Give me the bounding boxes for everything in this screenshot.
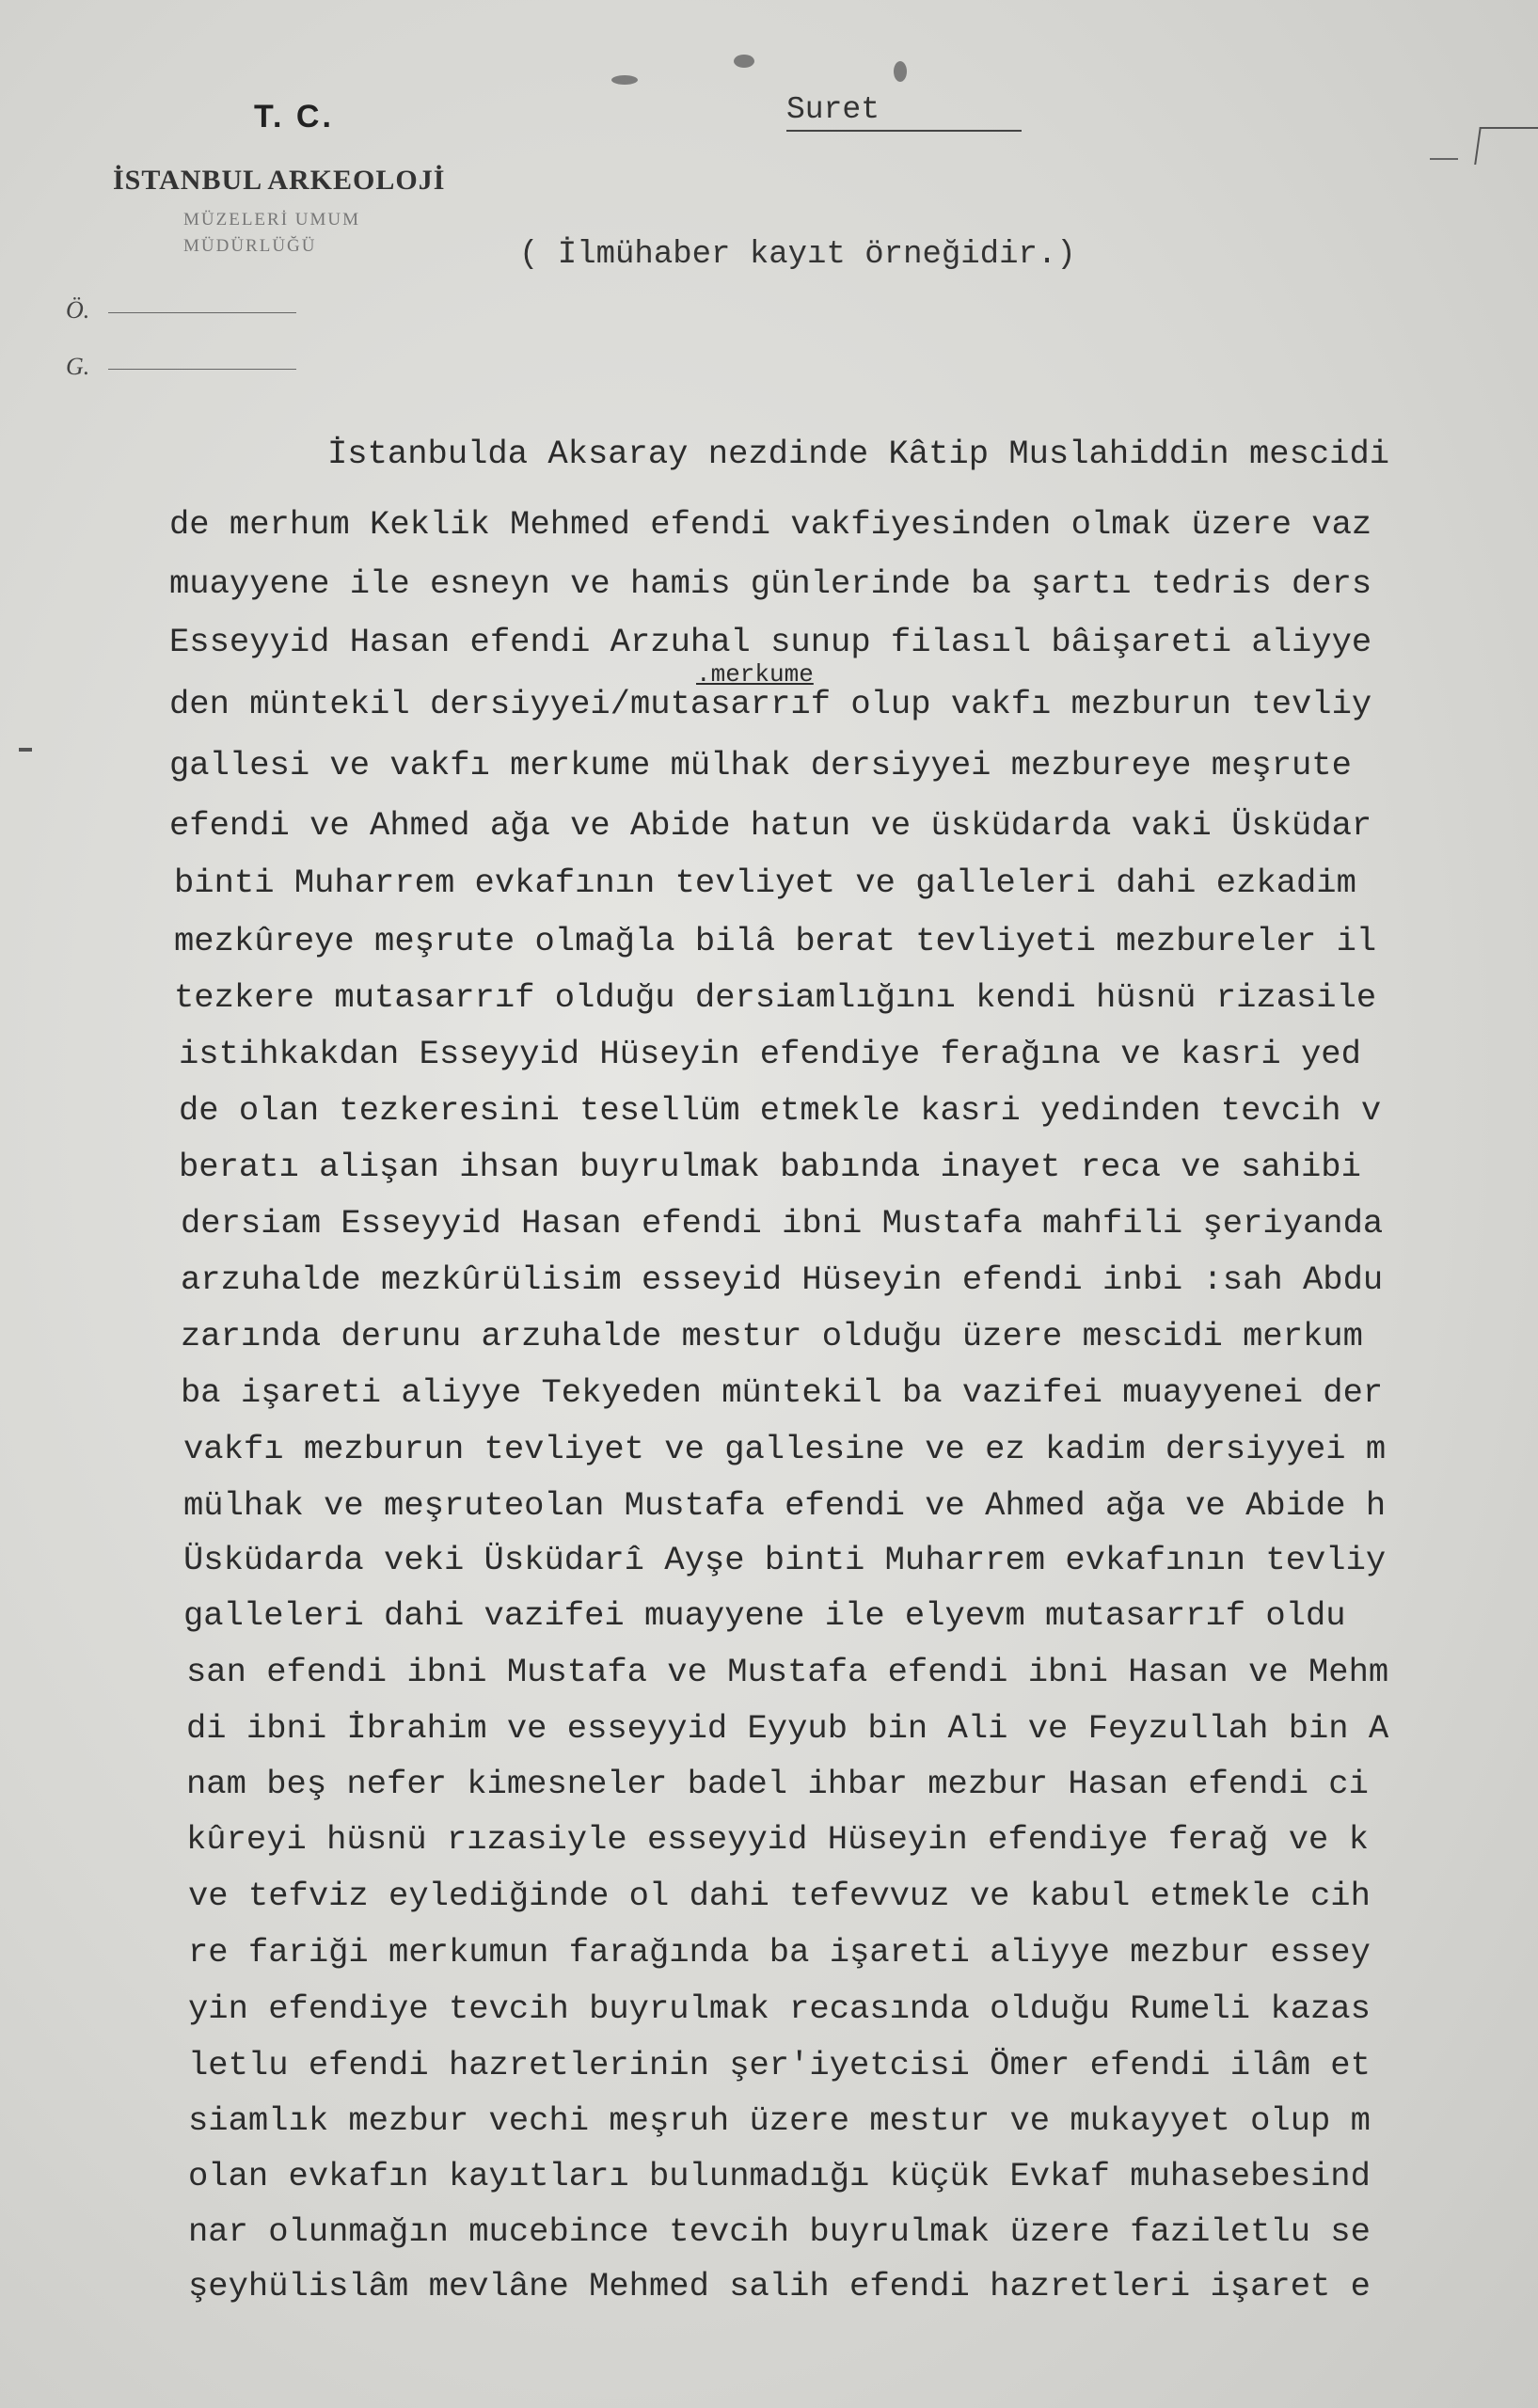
body-line: ve tefviz eylediğinde ol dahi tefevvuz ve kabul etmekle cih: [188, 1877, 1371, 1915]
body-line: muayyene ile esneyn ve hamis günlerinde ba şartı tedris ders: [169, 564, 1372, 603]
body-line: ba işareti aliyye Tekyeden müntekil ba vazifei muayyenei der: [181, 1373, 1384, 1412]
document-note: ( İlmühaber kayıt örneğidir.): [519, 237, 1076, 273]
body-line: İstanbulda Aksaray nezdinde Kâtip Muslahiddin mescidi: [327, 435, 1390, 473]
letterhead-org-line2: MÜZELERİ UMUM: [183, 210, 361, 230]
margin-mark: [1430, 158, 1458, 160]
body-line: san efendi ibni Mustafa ve Mustafa efendi ibni Hasan ve Mehm: [186, 1653, 1389, 1691]
body-line: şeyhülislâm mevlâne Mehmed salih efendi hazretleri işaret e: [188, 2267, 1371, 2305]
ref-g-label: G.: [66, 353, 90, 380]
body-line: gallesi ve vakfı merkume mülhak dersiyyei mezbureye meşrute: [169, 746, 1352, 784]
body-line: de merhum Keklik Mehmed efendi vakfiyesinden olmak üzere vaz: [169, 505, 1372, 544]
body-line: dersiam Esseyyid Hasan efendi ibni Mustafa mahfili şeriyanda: [181, 1204, 1384, 1243]
body-line: letlu efendi hazretlerinin şer'iyetcisi Ömer efendi ilâm et: [188, 2046, 1371, 2084]
body-line: vakfı mezburun tevliyet ve gallesine ve ez kadim dersiyyei m: [183, 1430, 1387, 1468]
body-line: di ibni İbrahim ve esseyyid Eyyub bin Ali ve Feyzullah bin A: [186, 1709, 1389, 1748]
interlinear-insert: .merkume: [696, 660, 814, 689]
body-line: istihkakdan Esseyyid Hüseyin efendiye ferağına ve kasri yed: [179, 1035, 1361, 1073]
ref-o-label: Ö.: [66, 296, 90, 324]
ink-smudge: [734, 55, 754, 68]
letterhead-org-line1: İSTANBUL ARKEOLOJİ: [113, 165, 446, 196]
ref-g: [66, 353, 296, 381]
body-line: yin efendiye tevcih buyrulmak recasında olduğu Rumeli kazas: [188, 1989, 1371, 2028]
body-line: tezkere mutasarrıf olduğu dersiamlığını kendi hüsnü rizasile: [174, 978, 1377, 1017]
ink-smudge: [894, 61, 907, 82]
body-line: olan evkafın kayıtları bulunmadığı küçük Evkaf muhasebesind: [188, 2157, 1371, 2195]
letterhead-tc: T. C.: [254, 99, 334, 135]
body-line: mülhak ve meşruteolan Mustafa efendi ve Ahmed ağa ve Abide h: [183, 1486, 1387, 1525]
body-line: re fariği merkumun farağında ba işareti aliyye mezbur essey: [188, 1933, 1371, 1972]
suret-underline: [786, 130, 1022, 132]
body-line: de olan tezkeresini tesellüm etmekle kasri yedinden tevcih v: [179, 1091, 1382, 1130]
body-line: den müntekil dersiyyei/mutasarrıf olup vakfı mezburun tevliy: [169, 685, 1372, 723]
body-line: galleleri dahi vazifei muayyene ile elyevm mutasarrıf oldu: [183, 1596, 1346, 1635]
letterhead-org-line3: MÜDÜRLÜĞÜ: [183, 236, 317, 256]
body-line: beratı alişan ihsan buyrulmak babında inayet reca ve sahibi: [179, 1148, 1361, 1186]
body-line: mezkûreye meşrute olmağla bilâ berat tevliyeti mezbureler il: [174, 922, 1377, 960]
body-line: Üsküdarda veki Üsküdarî Ayşe binti Muharrem evkafının tevliy: [183, 1541, 1387, 1579]
ref-g-line: [108, 369, 296, 370]
body-line: arzuhalde mezkûrülisim esseyid Hüseyin efendi inbi :sah Abdu: [181, 1260, 1384, 1299]
ref-o-line: [108, 312, 296, 313]
margin-mark: [19, 748, 32, 752]
body-line: siamlık mezbur vechi meşruh üzere mestur ve mukayyet olup m: [188, 2101, 1371, 2140]
ink-smudge: [611, 75, 638, 85]
body-line: zarında derunu arzuhalde mestur olduğu üzere mescidi merkum: [181, 1317, 1363, 1355]
body-line: nam beş nefer kimesneler badel ihbar mezbur Hasan efendi ci: [186, 1765, 1369, 1803]
body-line: kûreyi hüsnü rızasiyle esseyyid Hüseyin efendiye ferağ ve k: [186, 1820, 1369, 1859]
body-line: Esseyyid Hasan efendi Arzuhal sunup filasıl bâişareti aliyye: [169, 623, 1372, 661]
body-line: efendi ve Ahmed ağa ve Abide hatun ve üsküdarda vaki Üsküdar: [169, 806, 1372, 845]
body-line: binti Muharrem evkafının tevliyet ve galleleri dahi ezkadim: [174, 863, 1356, 902]
ref-o: [66, 296, 296, 325]
body-line: nar olunmağın mucebince tevcih buyrulmak üzere faziletlu se: [188, 2212, 1371, 2251]
margin-mark: [1474, 127, 1538, 165]
suret-heading: Suret: [786, 92, 880, 127]
